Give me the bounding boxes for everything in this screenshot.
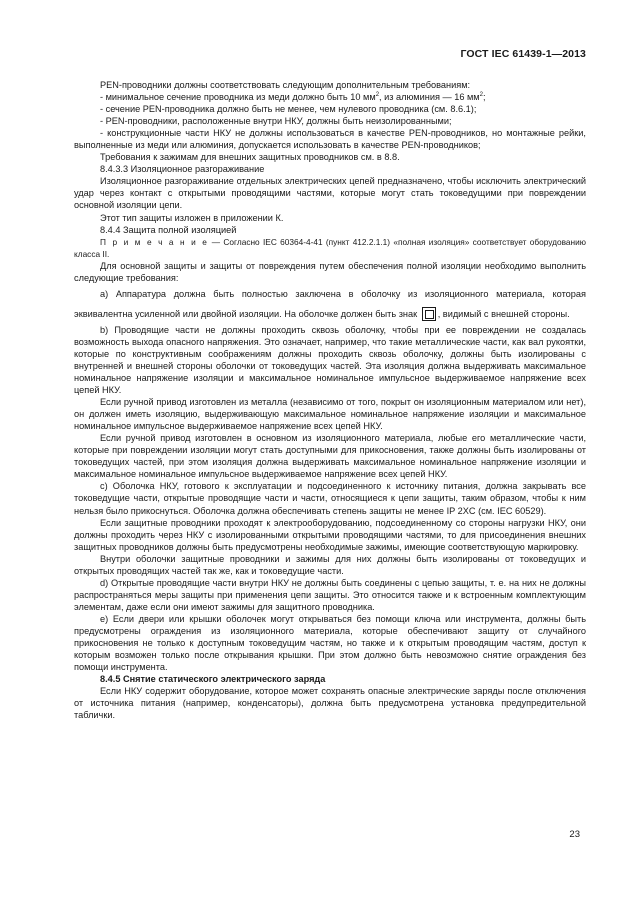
document-header: ГОСТ IEC 61439-1—2013 (460, 48, 586, 60)
text-fragment: ; (482, 92, 486, 103)
text-fragment: , видимый с внешней стороны. (437, 308, 570, 319)
page-number: 23 (569, 829, 580, 840)
paragraph: Для основной защиты и защиты от повреждения путем обеспечения полной изоляции необходимо выполнить следующие требования: (74, 260, 586, 283)
page-body (74, 79, 586, 721)
section-heading: 8.4.3.3 Изоляционное разгораживание (100, 164, 265, 175)
section-heading: 8.4.5 Снятие статического электрического заряда (100, 674, 326, 685)
text-fragment: - минимальное сечение проводника из меди должно быть 10 мм (100, 92, 376, 103)
list-item (74, 91, 586, 103)
paragraph: Если ручной привод изготовлен в основном из изоляционного материала, любые его металлические части, которые при повреждении изоляции могут стать доступными для прикосновения, также должны быть изолированы от токоведущих частей, при этом изоляция должна выдерживать максимальное номинальное напряжение изоляции и максимальное номинальное импульсное выдерживаемое напряжение всех цепей НКУ. (74, 433, 586, 480)
list-item (74, 284, 586, 324)
list-item: b) Проводящие части не должны проходить сквозь оболочку, чтобы при ее повреждении не создалась возможность выхода опасного напряжения. Это означает, например, что такие металлические части, как вал рукоятки, которые по конструктивным соображениям должны проходить сквозь оболочку, должны быть изолированы с внутренней и внешней стороны оболочки от токоведущих частей. Эта изоляция должна выдерживать максимальное номинальное напряжение изоляции и максимальное номинальное импульсное выдерживаемое напряжение всех цепей НКУ. (74, 324, 586, 396)
superscript: 2 (479, 91, 483, 98)
list-item: - PEN-проводники, расположенные внутри НКУ, должны быть неизолированными; (100, 116, 452, 127)
list-item: с) Оболочка НКУ, готового к эксплуатации и подсоединенного к источнику питания, должна закрывать все токоведущие части, открытые проводящие части и части, относящиеся к цепи защиты, таким образом, чтобы к ним нельзя было прикоснуться. Оболочка должна обеспечивать степень защиты не менее IP 2XC (см. IEC 60529). (74, 481, 586, 516)
paragraph: Если защитные проводники проходят к электрооборудованию, подсоединенному со стороны нагрузки НКУ, они должны проходить через НКУ с изолированными открытыми проводящими частями, то для присоединения внешних защитных проводников должны быть предусмотрены необходимые зажимы, имеющие соответствующую маркировку. (74, 517, 586, 552)
list-item: е) Если двери или крышки оболочек могут открываться без помощи ключа или инструмента, должны быть предусмотрены ограждения из изоляционного материала, которые обеспечивают защиту от случайного прикосновения не только к доступным токоведущим частям, но также и к открытым проводящим частям, доступ к которым возможен только после открывания крышки. При этом должно быть невозможно снятие ограждения без помощи инструмента. (74, 613, 586, 673)
paragraph: Этот тип защиты изложен в приложении К. (100, 212, 284, 223)
double-insulation-icon (422, 307, 436, 321)
paragraph: Требования к зажимам для внешних защитных проводников см. в 8.8. (100, 152, 400, 163)
note (74, 236, 586, 260)
paragraph: Изоляционное разгораживание отдельных электрических цепей предназначено, чтобы исключить электрический удар через контакт с открытыми проводящими частями, которые могут стать токоведущими при повреждении основной изоляции цепи. (74, 176, 586, 211)
superscript: 2 (375, 91, 380, 98)
list-item: d) Открытые проводящие части внутри НКУ не должны быть соединены с цепью защиты, т. е. на них не должны распространяться меры защиты при применения цепи защиты. Это относится также и к встроенным комплектующим элементам, даже если они имеют зажимы для защитного проводника. (74, 577, 586, 612)
list-item: - конструкционные части НКУ не должны использоваться в качестве PEN-проводников, но монтажные рейки, выполненные из меди или алюминия, допускается использовать в качестве PEN-проводников; (74, 128, 586, 151)
text-fragment: , из алюминия — 16 мм (379, 92, 480, 103)
text-fragment: а) Аппаратура должна быть полностью заключена в оболочку из изоляционного материала, которая эквивалентна усиленной или двойной изоляции. На оболочке должен быть знак (74, 288, 586, 319)
paragraph: Если ручной привод изготовлен из металла (независимо от того, покрыт он изоляционным материалом или нет), он должен иметь изоляцию, выдерживающую максимальное номинальное напряжение изоляции и максимальное номинальное импульсное выдерживаемое напряжение всех цепей НКУ. (74, 397, 586, 432)
section-heading: 8.4.4 Защита полной изоляцией (100, 224, 237, 235)
note-label: П р и м е ч а н и е (100, 236, 209, 247)
paragraph: Если НКУ содержит оборудование, которое может сохранять опасные электрические заряды после отключения от источника питания (например, конденсаторы), должна быть предусмотрена установка предупредительной таблички. (74, 686, 586, 721)
list-item: - сечение PEN-проводника должно быть не менее, чем нулевого проводника (см. 8.6.1); (100, 104, 477, 115)
paragraph: PEN-проводники должны соответствовать следующим дополнительным требованиям: (100, 80, 471, 90)
paragraph: Внутри оболочки защитные проводники и зажимы для них должны быть изолированы от токоведущих и открытых проводящих частей так же, как и токоведущие части. (74, 553, 586, 576)
note-text: — Согласно IEC 60364-4-41 (пункт 412.2.1.1) «полная изоляция» соответствует оборудованию класса II. (74, 236, 586, 259)
